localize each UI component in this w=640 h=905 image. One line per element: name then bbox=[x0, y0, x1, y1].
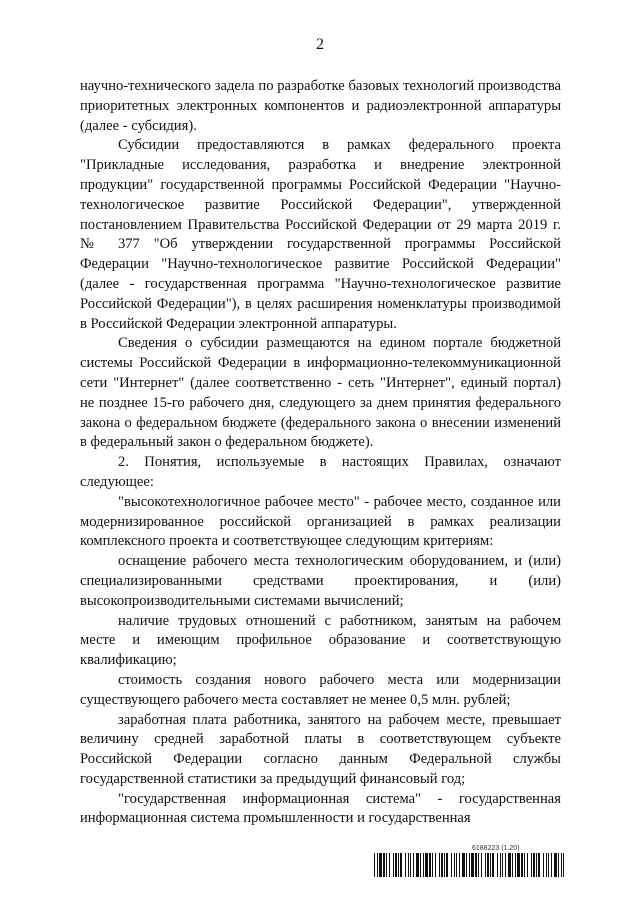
paragraph-definition-workplace: "высокотехнологичное рабочее место" - рабочее место, созданное или модернизированное российской организацией в рамках реализации комплексного проекта и соответствующее следующим критериям: bbox=[80, 493, 561, 550]
paragraph-criterion-equipment: оснащение рабочего места технологическим оборудованием, и (или) специализированными средствами проектирования, и (или) высокопроизводительными системами вычислений; bbox=[80, 553, 561, 609]
document-code: 6188223 (1.20) bbox=[472, 845, 520, 852]
paragraph-subsidy-info: Сведения о субсидии размещаются на едином портале бюджетной системы Российской Федерации в информационно-телекоммуникационной сети "Интернет" (далее соответственно - сеть "Интернет", единый портал) не позднее 15-го рабочего дня, следующего за днем принятия федерального закона о федеральном бюджете (федерального закона о внесении изменений в федеральный закон о федеральном бюджете). bbox=[80, 335, 561, 451]
paragraph-criterion-salary: заработная плата работника, занятого на рабочем месте, превышает величину средней заработной платы в соответствующем субъекте Российской Федерации согласно данным Федеральной службы государственной статистики за предыдущий финансовый год; bbox=[80, 711, 561, 787]
paragraph-criterion-cost: стоимость создания нового рабочего места или модернизации существующего рабочего места составляет не менее 0,5 млн. рублей; bbox=[80, 671, 561, 708]
paragraph-definition-gis: "государственная информационная система" - государственная информационная система промышленности и государственная bbox=[80, 790, 561, 827]
page-number: 2 bbox=[316, 36, 324, 53]
paragraph-subsidy-basis: Субсидии предоставляются в рамках федерального проекта "Прикладные исследования, разработка и внедрение электронной продукции" государственной программы Российской Федерации "Научно-технологическое развитие Российской Федерации", утвержденной постановлением Правительства Российской Федерации от 29 марта 2019 г. № 377 "Об утверждении государственной программы Российской Федерации "Научно-технологическое развитие Российской Федерации" (далее - государственная программа "Научно-технологическое развитие Российской Федерации"), в целях расширения номенклатуры производимой в Российской Федерации электронной аппаратуры. bbox=[80, 137, 561, 332]
paragraph-criterion-labor: наличие трудовых отношений с работником, занятым на рабочем месте и имеющим профильное образование и соответствующую квалификацию; bbox=[80, 612, 561, 669]
paragraph-definitions-intro: 2. Понятия, используемые в настоящих Правилах, означают следующее: bbox=[80, 454, 561, 490]
paragraph-continuation: научно-технического задела по разработке базовых технологий производства приоритетных электронных компонентов и радиоэлектронной аппаратуры (далее - субсидия). bbox=[80, 78, 561, 134]
barcode bbox=[374, 853, 564, 877]
document-body bbox=[80, 77, 561, 829]
